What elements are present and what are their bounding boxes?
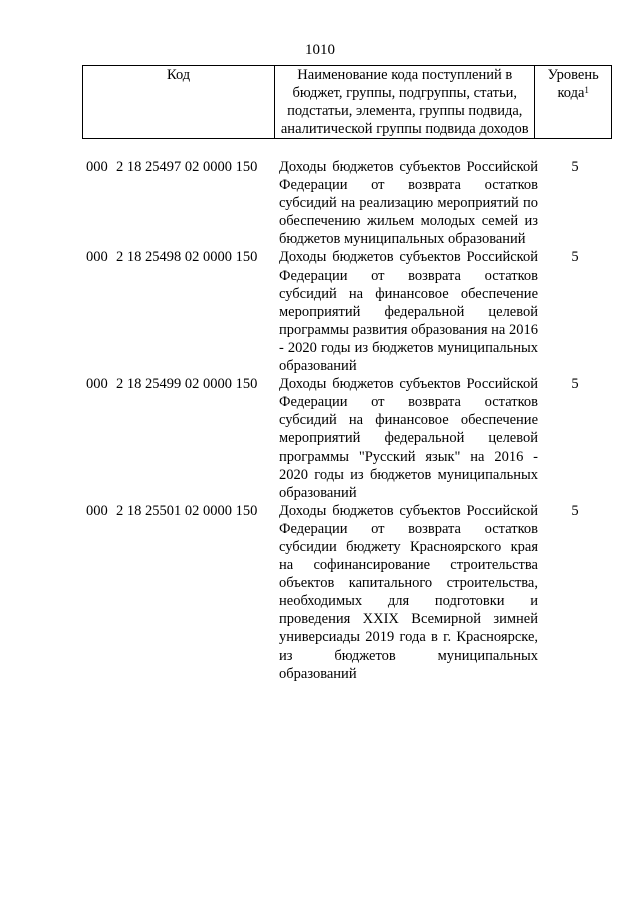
header-level-label: Уровень кода bbox=[547, 67, 599, 101]
row-admin-code: 000 bbox=[86, 376, 108, 393]
header-code: Код bbox=[83, 66, 275, 139]
header-level-footnote: 1 bbox=[584, 85, 589, 95]
page-number: 1010 bbox=[305, 42, 335, 58]
row-name: Доходы бюджетов субъектов Российской Федерации от возврата остатков субсидий на финансовое обеспечение мероприятий федеральной целевой программы развития образования на 2016 - 2020 годы из бюджетов муниципальных образований bbox=[279, 249, 538, 375]
row-name: Доходы бюджетов субъектов Российской Федерации от возврата остатков субсидий на реализацию мероприятий по обеспечению жильем молодых семей из бюджетов муниципальных образований bbox=[279, 159, 538, 248]
row-level: 5 bbox=[571, 502, 579, 519]
row-admin-code: 000 bbox=[86, 159, 108, 175]
row-admin-code: 000 bbox=[86, 249, 108, 266]
row-level: 5 bbox=[571, 376, 579, 393]
header-level bbox=[535, 66, 612, 139]
row-code: 2 18 25497 02 0000 150 bbox=[116, 159, 258, 175]
row-code: 2 18 25498 02 0000 150 bbox=[116, 249, 258, 266]
table-body bbox=[82, 158, 612, 683]
table-row bbox=[82, 158, 612, 248]
row-name: Доходы бюджетов субъектов Российской Федерации от возврата остатков субсидии бюджету Красноярского края на софинансирование строительства объектов капитального строительства, необходимых для подготовки и проведения XXIX Всемирной зимней универсиады 2019 года в г. Красноярске, из бюджетов муниципальных образований bbox=[279, 502, 538, 682]
row-admin-code: 000 bbox=[86, 502, 108, 519]
table-row bbox=[82, 502, 612, 683]
header-name: Наименование кода поступлений в бюджет, группы, подгруппы, статьи, подстатьи, элемента, группы подвида, аналитической группы подвида доходов bbox=[275, 66, 535, 139]
row-code: 2 18 25499 02 0000 150 bbox=[116, 376, 258, 393]
table-row bbox=[82, 375, 612, 502]
row-level: 5 bbox=[571, 249, 579, 266]
table-header bbox=[82, 65, 612, 139]
row-level: 5 bbox=[571, 159, 579, 175]
row-code: 2 18 25501 02 0000 150 bbox=[116, 502, 258, 519]
table-row bbox=[82, 248, 612, 375]
row-name: Доходы бюджетов субъектов Российской Федерации от возврата остатков субсидий на финансовое обеспечение мероприятий федеральной целевой программы "Русский язык" на 2016 - 2020 годы из бюджетов муниципальных образований bbox=[279, 376, 538, 501]
